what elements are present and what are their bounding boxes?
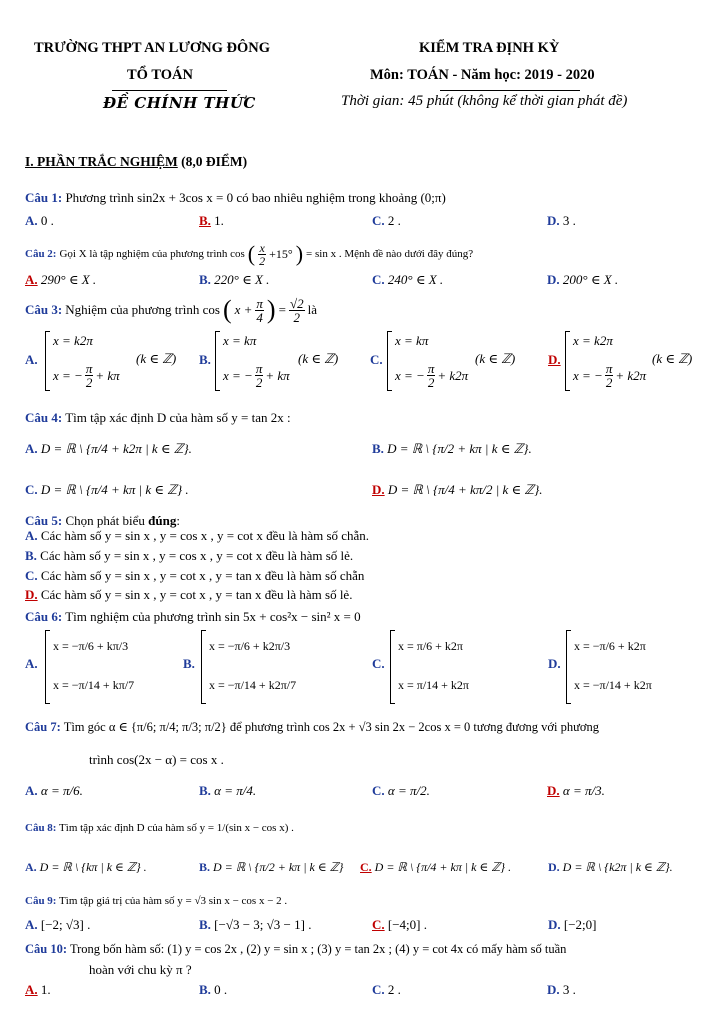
q5-label: Câu 5:: [25, 513, 63, 528]
section-title-text: I. PHẦN TRẮC NGHIỆM: [25, 154, 178, 169]
option-text: 3 .: [562, 982, 576, 997]
q2-inner-rest: +15°: [269, 246, 293, 261]
q3-option-b-letter[interactable]: [199, 352, 211, 368]
option-text: 1.: [214, 213, 224, 228]
fraction-denominator: 2: [259, 253, 266, 268]
q1-option-d[interactable]: [547, 213, 576, 229]
question-9: [25, 895, 287, 907]
q4-option-d[interactable]: [372, 482, 543, 498]
q9-label: Câu 9:: [25, 895, 57, 907]
q10-option-b[interactable]: [199, 982, 227, 998]
q7-label: Câu 7:: [25, 720, 61, 734]
option-letter-correct: D.: [548, 352, 561, 367]
section-points: (8,0 ĐIỂM): [181, 154, 248, 169]
fraction-numerator: x: [259, 240, 265, 255]
fraction-numerator: π: [85, 361, 93, 376]
equals: =: [278, 302, 286, 317]
q6-label: Câu 6:: [25, 609, 63, 624]
option-letter: D.: [547, 213, 560, 228]
option-letter: B.: [372, 441, 384, 456]
option-text: D = ℝ \ {kπ | k ∈ ℤ} .: [39, 860, 147, 874]
q6-option-a-letter[interactable]: [25, 656, 38, 672]
option-letter: B.: [199, 982, 211, 997]
q1-label: Câu 1:: [25, 190, 63, 205]
option-letter: B.: [199, 272, 211, 287]
option-letter: A.: [25, 441, 38, 456]
q2-fraction: [258, 242, 266, 267]
option-letter: A.: [25, 528, 38, 543]
option-text: Các hàm số y = sin x , y = cot x , y = tan x đều là hàm số lẻ.: [40, 587, 353, 602]
school-name: TRƯỜNG THPT AN LƯƠNG ĐÔNG: [34, 40, 271, 56]
q1-option-b[interactable]: [199, 213, 224, 229]
frac-pi-2: [255, 362, 264, 389]
q3-label: Câu 3:: [25, 302, 63, 317]
paren-open: (: [222, 295, 232, 324]
option-text: [−2; √3] .: [40, 917, 91, 932]
fraction-numerator: π: [256, 295, 263, 311]
q3-text-start: Nghiệm của phương trình cos: [65, 302, 220, 317]
option-letter: C.: [372, 272, 385, 287]
q5-option-c[interactable]: [25, 568, 364, 584]
system-bracket: [565, 331, 570, 391]
option-letter: C.: [372, 982, 385, 997]
option-letter: C.: [372, 783, 385, 798]
fraction-numerator: √2: [289, 295, 304, 311]
option-letter: B.: [199, 917, 211, 932]
q8-option-a[interactable]: [25, 860, 147, 875]
q8-option-d[interactable]: [548, 860, 673, 875]
x-eq-neg: x = −: [53, 367, 83, 383]
question-7: [25, 719, 599, 735]
question-10: [25, 942, 566, 957]
option-letter: B.: [25, 548, 37, 563]
system-bracket: [45, 630, 50, 704]
option-text: [−4;0] .: [387, 917, 427, 932]
header-divider-right: [440, 90, 580, 91]
option-text: 2 .: [387, 982, 401, 997]
system-bracket: [566, 630, 571, 704]
q9-option-a[interactable]: [25, 917, 90, 933]
option-text: 0 .: [40, 213, 54, 228]
q9-option-d[interactable]: [548, 917, 597, 933]
option-text: 1.: [40, 982, 51, 997]
q4-label: Câu 4:: [25, 410, 63, 425]
option-letter: D.: [548, 656, 561, 671]
option-letter: A.: [25, 656, 38, 671]
q10-option-d[interactable]: [547, 982, 576, 998]
option-text: D = ℝ \ {π/4 + kπ | k ∈ ℤ} .: [40, 482, 189, 497]
option-letter: A.: [25, 352, 38, 367]
option-letter-correct: D.: [547, 783, 560, 798]
option-letter: D.: [548, 917, 561, 932]
q5-text: Chọn phát biểu: [65, 513, 145, 528]
option-letter: A.: [25, 860, 37, 874]
q7-option-d[interactable]: [547, 783, 605, 799]
option-text: α = π/2.: [387, 783, 430, 798]
department: TỔ TOÁN: [127, 67, 193, 83]
option-letter: B.: [199, 352, 211, 367]
q2-option-c[interactable]: [372, 272, 443, 288]
q2-text-end: = sin x . Mệnh đề nào dưới đây đúng?: [306, 248, 474, 260]
paren-close: ): [266, 295, 276, 324]
option-text: 290° ∈ X .: [40, 272, 97, 287]
option-text: D = ℝ \ {π/4 + k2π | k ∈ ℤ}.: [40, 441, 192, 456]
q10-text-line2: hoàn với chu kỳ π ?: [89, 962, 192, 977]
option-text: Các hàm số y = sin x , y = cos x , y = cot x đều là hàm số lẻ.: [40, 548, 354, 563]
system-bracket: [215, 331, 220, 391]
q6-c-line1: x = π/6 + k2π: [398, 639, 463, 653]
question-8: [25, 822, 294, 834]
q5-option-d[interactable]: [25, 587, 352, 603]
q6-b-line1: x = −π/6 + k2π/3: [209, 639, 291, 653]
frac-pi-2: [427, 362, 436, 389]
fraction-denominator: 2: [427, 375, 435, 390]
option-letter: A.: [25, 917, 38, 932]
q9-text: Tìm tập giá trị của hàm số y = √3 sin x − cos x − 2 .: [59, 895, 288, 907]
option-text: D = ℝ \ {π/2 + kπ | k ∈ ℤ}.: [387, 441, 532, 456]
question-2: [25, 238, 473, 270]
q3-d-line1: x = k2π: [573, 333, 613, 348]
q6-b-line2: x = −π/14 + k2π/7: [209, 678, 297, 692]
option-letter: C.: [372, 213, 385, 228]
system-bracket: [45, 331, 50, 391]
q7-option-b[interactable]: [199, 783, 256, 799]
option-letter: D.: [547, 982, 560, 997]
q3-c-line1: x = kπ: [395, 333, 429, 348]
option-letter: C.: [25, 482, 38, 497]
option-text: [−√3 − 3; √3 − 1] .: [214, 917, 312, 932]
q6-a-line2: x = −π/14 + kπ/7: [53, 678, 135, 692]
option-letter: D.: [547, 272, 560, 287]
q1-option-a[interactable]: [25, 213, 54, 229]
option-letter: C.: [370, 352, 383, 367]
option-letter-correct: C.: [360, 860, 372, 874]
x-eq-neg: x = −: [573, 367, 603, 383]
option-letter: B.: [199, 783, 211, 798]
exam-title: KIỂM TRA ĐỊNH KỲ: [419, 40, 560, 56]
q7-option-c[interactable]: [372, 783, 430, 799]
term: + kπ: [265, 367, 290, 383]
subject-year: Môn: TOÁN - Năm học: 2019 - 2020: [370, 67, 595, 83]
k-in-z: (k ∈ ℤ): [475, 351, 516, 366]
q1-text: Phương trình sin2x + 3cos x = 0 có bao nhiêu nghiệm trong khoảng (0;π): [65, 190, 446, 205]
fraction-numerator: π: [427, 361, 435, 376]
q7-text-line1: Tìm góc α ∈ {π/6; π/4; π/3; π/2} để phương trình cos 2x + √3 sin 2x − 2cos x = 0 tương đương với phương: [63, 720, 599, 734]
q2-option-d[interactable]: [547, 272, 618, 288]
option-text: 240° ∈ X .: [387, 272, 444, 287]
fraction-numerator: π: [255, 361, 263, 376]
option-letter-correct: A.: [25, 982, 38, 997]
q3-rhs-fraction: [289, 297, 305, 324]
q8-text: Tìm tập xác định D của hàm số y = 1/(sin x − cos x) .: [59, 822, 294, 834]
question-4: [25, 410, 291, 426]
option-letter: A.: [25, 783, 38, 798]
option-letter-correct: B.: [199, 213, 211, 228]
k-in-z: (k ∈ ℤ): [298, 351, 339, 366]
option-text: α = π/3.: [562, 783, 605, 798]
q7-text-line2: trình cos(2x − α) = cos x .: [89, 752, 224, 767]
official-stamp: ĐỀ CHÍNH THỨC: [103, 94, 256, 112]
option-text: 220° ∈ X .: [214, 272, 270, 287]
option-letter-correct: C.: [372, 917, 385, 932]
q3-option-a-letter[interactable]: [25, 352, 38, 368]
question-1: [25, 190, 446, 206]
paren-open: (: [247, 241, 256, 266]
system-bracket: [390, 630, 395, 704]
q3-a-line1: x = k2π: [53, 333, 93, 348]
frac-pi-2: [85, 362, 94, 389]
q10-text-line1: Trong bốn hàm số: (1) y = cos 2x , (2) y = sin x ; (3) y = tan 2x ; (4) y = cot 4x có mấy hàm số tuần: [69, 942, 567, 956]
q10-label: Câu 10:: [25, 942, 68, 956]
option-text: Các hàm số y = sin x , y = cot x , y = tan x đều là hàm số chẵn: [40, 568, 365, 583]
q4-option-b[interactable]: [372, 441, 532, 457]
q5-option-a[interactable]: [25, 528, 369, 544]
q3-b-line1: x = kπ: [223, 333, 257, 348]
q9-option-b[interactable]: [199, 917, 311, 933]
q3-a-line2: [53, 362, 120, 389]
q3-fraction: [255, 297, 264, 324]
fraction-numerator: π: [605, 361, 613, 376]
q1-option-c[interactable]: [372, 213, 401, 229]
q9-option-c[interactable]: [372, 917, 427, 933]
fraction-denominator: 2: [255, 375, 263, 390]
option-text: D = ℝ \ {π/4 + kπ/2 | k ∈ ℤ}.: [387, 482, 543, 497]
q3-option-d-letter[interactable]: [548, 352, 561, 368]
q6-c-line2: x = π/14 + k2π: [398, 678, 469, 692]
option-letter: B.: [183, 656, 195, 671]
q3-c-line2: [395, 362, 468, 389]
term: + k2π: [437, 367, 469, 383]
q6-d-line2: x = −π/14 + k2π: [574, 678, 652, 692]
option-text: 0 .: [214, 982, 228, 997]
system-bracket: [201, 630, 206, 704]
q3-option-c-letter[interactable]: [370, 352, 383, 368]
q6-a-line1: x = −π/6 + kπ/3: [53, 639, 129, 653]
q10-option-c[interactable]: [372, 982, 401, 998]
q6-option-b-letter[interactable]: [183, 656, 195, 672]
option-text: α = π/6.: [40, 783, 83, 798]
k-in-z: (k ∈ ℤ): [652, 351, 693, 366]
q2-label: Câu 2:: [25, 248, 57, 260]
q8-option-b[interactable]: [199, 860, 343, 875]
fraction-denominator: 2: [293, 309, 300, 325]
time-note: Thời gian: 45 phút (không kể thời gian phát đề): [341, 93, 628, 109]
q4-option-a[interactable]: [25, 441, 192, 457]
q3-b-line2: [223, 362, 290, 389]
q8-option-c[interactable]: [360, 860, 511, 875]
option-text: 2 .: [387, 213, 401, 228]
q5-emphasis: đúng: [148, 513, 177, 528]
x-eq-neg: x = −: [395, 367, 425, 383]
frac-pi-2: [605, 362, 614, 389]
x-eq-neg: x = −: [223, 367, 253, 383]
option-text: α = π/4.: [214, 783, 257, 798]
paren-close: ): [295, 241, 304, 266]
q2-text-start: Gọi X là tập nghiệm của phương trình cos: [59, 248, 245, 260]
option-text: 200° ∈ X .: [562, 272, 619, 287]
q7-option-a[interactable]: [25, 783, 83, 799]
option-text: D = ℝ \ {π/4 + kπ | k ∈ ℤ} .: [374, 860, 512, 874]
fraction-denominator: 2: [605, 375, 613, 390]
option-letter: C.: [372, 656, 385, 671]
term: + k2π: [615, 367, 647, 383]
header-divider-left: [112, 90, 227, 91]
q3-text-end: là: [307, 302, 317, 317]
option-text: 3 .: [562, 213, 576, 228]
q6-option-d-letter[interactable]: [548, 656, 561, 672]
option-letter-correct: D.: [25, 587, 38, 602]
option-letter-correct: A.: [25, 272, 38, 287]
option-letter: C.: [25, 568, 38, 583]
q10-option-a[interactable]: [25, 982, 51, 998]
q3-d-line2: [573, 362, 646, 389]
section-title: [25, 154, 247, 170]
k-in-z: (k ∈ ℤ): [136, 351, 177, 366]
fraction-denominator: 2: [85, 375, 93, 390]
q6-d-line1: x = −π/6 + k2π: [574, 639, 646, 653]
q4-option-c[interactable]: [25, 482, 189, 498]
question-3: [25, 291, 317, 329]
term: + kπ: [95, 367, 120, 383]
option-letter-correct: D.: [372, 482, 385, 497]
q8-label: Câu 8:: [25, 822, 57, 834]
option-text: D = ℝ \ {π/2 + kπ | k ∈ ℤ}: [213, 860, 344, 874]
var-x: x +: [234, 302, 253, 317]
q2-option-a[interactable]: [25, 272, 96, 288]
question-6: [25, 609, 361, 625]
q5-option-b[interactable]: [25, 548, 353, 564]
option-text: D = ℝ \ {k2π | k ∈ ℤ}.: [562, 860, 673, 874]
fraction-denominator: 4: [256, 309, 263, 325]
option-text: [−2;0]: [563, 917, 597, 932]
system-bracket: [387, 331, 392, 391]
q4-text: Tìm tập xác định D của hàm số y = tan 2x :: [65, 410, 291, 425]
option-letter: A.: [25, 213, 38, 228]
q6-option-c-letter[interactable]: [372, 656, 385, 672]
option-letter: B.: [199, 860, 211, 874]
question-5: Câu 5: Chọn phát biểu đúng:: [25, 513, 180, 528]
q6-text: Tìm nghiệm của phương trình sin 5x + cos²x − sin² x = 0: [65, 609, 361, 624]
option-letter: D.: [548, 860, 560, 874]
option-text: Các hàm số y = sin x , y = cos x , y = cot x đều là hàm số chẵn.: [40, 528, 370, 543]
q2-option-b[interactable]: [199, 272, 269, 288]
